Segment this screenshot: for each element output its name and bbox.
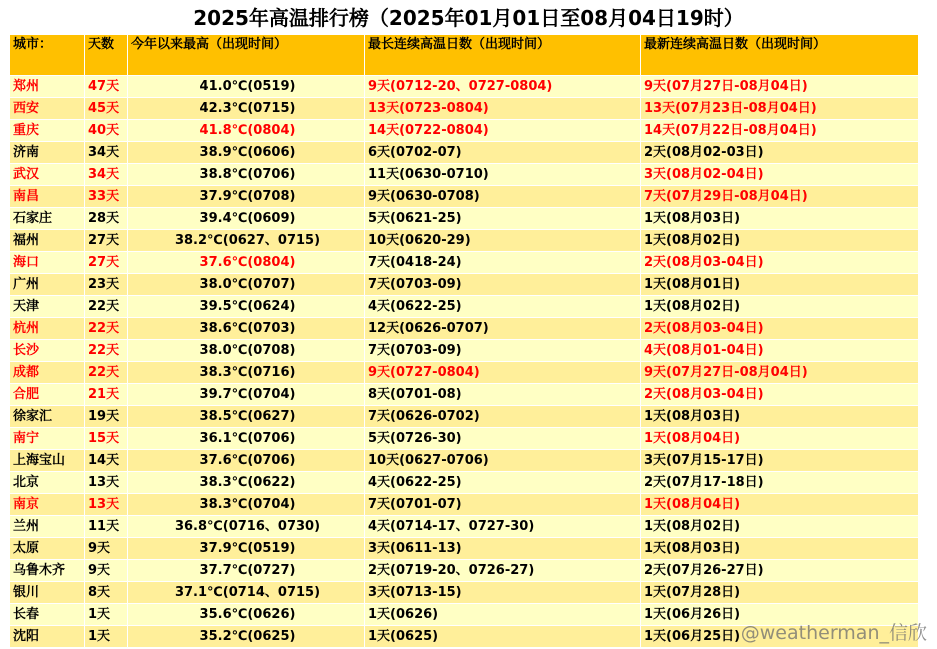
cell-latest: 1天(07月28日) — [641, 582, 919, 604]
cell-city: 长沙 — [10, 340, 85, 362]
table-row — [10, 494, 919, 516]
cell-longest: 9天(0630-0708) — [365, 186, 641, 208]
cell-longest: 8天(0701-08) — [365, 384, 641, 406]
cell-days: 22天 — [85, 296, 128, 318]
cell-city: 南京 — [10, 494, 85, 516]
cell-max: 38.3℃(0622) — [128, 472, 365, 494]
cell-latest: 1天(08月02日) — [641, 516, 919, 538]
cell-max: 42.3℃(0715) — [128, 98, 365, 120]
cell-days: 34天 — [85, 164, 128, 186]
cell-days: 9天 — [85, 560, 128, 582]
table-row — [10, 186, 919, 208]
cell-days: 22天 — [85, 362, 128, 384]
cell-longest: 9天(0712-20、0727-0804) — [365, 76, 641, 98]
cell-longest: 5天(0726-30) — [365, 428, 641, 450]
cell-longest: 4天(0622-25) — [365, 472, 641, 494]
cell-latest: 1天(08月01日) — [641, 274, 919, 296]
cell-latest: 1天(06月25日) — [641, 626, 919, 648]
cell-latest: 3天(07月15-17日) — [641, 450, 919, 472]
cell-latest: 2天(07月17-18日) — [641, 472, 919, 494]
cell-longest: 11天(0630-0710) — [365, 164, 641, 186]
header-days: 天数 — [85, 35, 128, 76]
cell-max: 35.2℃(0625) — [128, 626, 365, 648]
cell-city: 杭州 — [10, 318, 85, 340]
cell-longest: 5天(0621-25) — [365, 208, 641, 230]
cell-latest: 1天(08月03日) — [641, 406, 919, 428]
cell-latest: 3天(08月02-04日) — [641, 164, 919, 186]
cell-city: 上海宝山 — [10, 450, 85, 472]
cell-city: 北京 — [10, 472, 85, 494]
cell-longest: 1天(0626) — [365, 604, 641, 626]
cell-days: 27天 — [85, 230, 128, 252]
table-row — [10, 296, 919, 318]
cell-city: 太原 — [10, 538, 85, 560]
cell-max: 41.8℃(0804) — [128, 120, 365, 142]
cell-max: 36.1℃(0706) — [128, 428, 365, 450]
cell-city: 南宁 — [10, 428, 85, 450]
cell-longest: 9天(0727-0804) — [365, 362, 641, 384]
cell-days: 28天 — [85, 208, 128, 230]
cell-latest: 1天(08月04日) — [641, 428, 919, 450]
table-row — [10, 362, 919, 384]
cell-days: 21天 — [85, 384, 128, 406]
cell-latest: 2天(08月02-03日) — [641, 142, 919, 164]
cell-city: 重庆 — [10, 120, 85, 142]
cell-days: 19天 — [85, 406, 128, 428]
cell-city: 长春 — [10, 604, 85, 626]
table-row — [10, 516, 919, 538]
cell-city: 天津 — [10, 296, 85, 318]
cell-longest: 10天(0620-29) — [365, 230, 641, 252]
cell-days: 8天 — [85, 582, 128, 604]
cell-days: 13天 — [85, 472, 128, 494]
table-row — [10, 340, 919, 362]
cell-city: 福州 — [10, 230, 85, 252]
table-row — [10, 252, 919, 274]
cell-longest: 7天(0626-0702) — [365, 406, 641, 428]
cell-max: 38.5℃(0627) — [128, 406, 365, 428]
table-row — [10, 538, 919, 560]
cell-max: 38.0℃(0707) — [128, 274, 365, 296]
table-row — [10, 318, 919, 340]
cell-days: 15天 — [85, 428, 128, 450]
cell-max: 38.9℃(0606) — [128, 142, 365, 164]
cell-max: 38.3℃(0716) — [128, 362, 365, 384]
cell-max: 38.8℃(0706) — [128, 164, 365, 186]
cell-days: 14天 — [85, 450, 128, 472]
cell-latest: 14天(07月22日-08月04日) — [641, 120, 919, 142]
cell-city: 广州 — [10, 274, 85, 296]
cell-days: 33天 — [85, 186, 128, 208]
cell-latest: 1天(08月03日) — [641, 538, 919, 560]
table-row — [10, 582, 919, 604]
table-row — [10, 208, 919, 230]
table-row — [10, 428, 919, 450]
cell-city: 兰州 — [10, 516, 85, 538]
cell-max: 38.6℃(0703) — [128, 318, 365, 340]
cell-latest: 2天(08月03-04日) — [641, 384, 919, 406]
cell-days: 40天 — [85, 120, 128, 142]
table-row — [10, 274, 919, 296]
table-row — [10, 76, 919, 98]
cell-latest: 2天(08月03-04日) — [641, 252, 919, 274]
cell-latest: 2天(07月26-27日) — [641, 560, 919, 582]
table-row — [10, 450, 919, 472]
cell-days: 23天 — [85, 274, 128, 296]
cell-longest: 13天(0723-0804) — [365, 98, 641, 120]
cell-max: 36.8℃(0716、0730) — [128, 516, 365, 538]
cell-max: 37.1℃(0714、0715) — [128, 582, 365, 604]
cell-longest: 1天(0625) — [365, 626, 641, 648]
cell-max: 38.0℃(0708) — [128, 340, 365, 362]
cell-max: 37.9℃(0708) — [128, 186, 365, 208]
cell-longest: 3天(0611-13) — [365, 538, 641, 560]
cell-max: 37.7℃(0727) — [128, 560, 365, 582]
table-row — [10, 472, 919, 494]
header-latest: 最新连续高温日数（出现时间） — [641, 35, 919, 76]
cell-longest: 7天(0703-09) — [365, 340, 641, 362]
page-title: 2025年高温排行榜（2025年01月01日至08月04日19时） — [193, 6, 744, 30]
header-max: 今年以来最高（出现时间） — [128, 35, 365, 76]
table-row — [10, 142, 919, 164]
cell-latest: 1天(08月02日) — [641, 296, 919, 318]
cell-longest: 4天(0714-17、0727-30) — [365, 516, 641, 538]
cell-longest: 12天(0626-0707) — [365, 318, 641, 340]
cell-city: 南昌 — [10, 186, 85, 208]
cell-days: 1天 — [85, 604, 128, 626]
cell-city: 西安 — [10, 98, 85, 120]
cell-max: 37.6℃(0804) — [128, 252, 365, 274]
cell-longest: 10天(0627-0706) — [365, 450, 641, 472]
cell-days: 27天 — [85, 252, 128, 274]
cell-longest: 7天(0418-24) — [365, 252, 641, 274]
cell-city: 沈阳 — [10, 626, 85, 648]
cell-days: 22天 — [85, 318, 128, 340]
cell-longest: 6天(0702-07) — [365, 142, 641, 164]
table-row — [10, 164, 919, 186]
cell-city: 徐家汇 — [10, 406, 85, 428]
cell-max: 39.5℃(0624) — [128, 296, 365, 318]
cell-max: 35.6℃(0626) — [128, 604, 365, 626]
cell-max: 37.9℃(0519) — [128, 538, 365, 560]
watermark: @weatherman_信欣 — [740, 622, 927, 644]
table-row — [10, 384, 919, 406]
heat-ranking-table — [9, 34, 919, 648]
table-row — [10, 98, 919, 120]
cell-city: 乌鲁木齐 — [10, 560, 85, 582]
cell-longest: 2天(0719-20、0726-27) — [365, 560, 641, 582]
cell-max: 39.4℃(0609) — [128, 208, 365, 230]
cell-latest: 1天(08月02日) — [641, 230, 919, 252]
table-row — [10, 560, 919, 582]
cell-longest: 14天(0722-0804) — [365, 120, 641, 142]
cell-max: 38.2℃(0627、0715) — [128, 230, 365, 252]
cell-longest: 7天(0703-09) — [365, 274, 641, 296]
cell-max: 37.6℃(0706) — [128, 450, 365, 472]
cell-city: 银川 — [10, 582, 85, 604]
cell-latest: 9天(07月27日-08月04日) — [641, 362, 919, 384]
cell-max: 39.7℃(0704) — [128, 384, 365, 406]
cell-days: 34天 — [85, 142, 128, 164]
cell-city: 济南 — [10, 142, 85, 164]
cell-latest: 1天(08月03日) — [641, 208, 919, 230]
cell-days: 1天 — [85, 626, 128, 648]
cell-city: 成都 — [10, 362, 85, 384]
cell-days: 45天 — [85, 98, 128, 120]
header-city: 城市： — [10, 35, 85, 76]
cell-days: 47天 — [85, 76, 128, 98]
cell-latest: 2天(08月03-04日) — [641, 318, 919, 340]
cell-latest: 1天(06月26日) — [641, 604, 919, 626]
cell-city: 武汉 — [10, 164, 85, 186]
cell-city: 合肥 — [10, 384, 85, 406]
cell-city: 郑州 — [10, 76, 85, 98]
cell-latest: 13天(07月23日-08月04日) — [641, 98, 919, 120]
header-row — [10, 35, 919, 76]
cell-max: 41.0℃(0519) — [128, 76, 365, 98]
table-body — [10, 76, 919, 648]
table-row — [10, 120, 919, 142]
cell-days: 13天 — [85, 494, 128, 516]
header-longest: 最长连续高温日数（出现时间） — [365, 35, 641, 76]
cell-latest: 7天(07月29日-08月04日) — [641, 186, 919, 208]
cell-longest: 4天(0622-25) — [365, 296, 641, 318]
cell-latest: 1天(08月04日) — [641, 494, 919, 516]
cell-city: 石家庄 — [10, 208, 85, 230]
cell-longest: 3天(0713-15) — [365, 582, 641, 604]
cell-max: 38.3℃(0704) — [128, 494, 365, 516]
cell-latest: 4天(08月01-04日) — [641, 340, 919, 362]
table-row — [10, 230, 919, 252]
cell-latest: 9天(07月27日-08月04日) — [641, 76, 919, 98]
cell-days: 22天 — [85, 340, 128, 362]
cell-longest: 7天(0701-07) — [365, 494, 641, 516]
cell-days: 11天 — [85, 516, 128, 538]
table-row — [10, 406, 919, 428]
cell-city: 海口 — [10, 252, 85, 274]
cell-days: 9天 — [85, 538, 128, 560]
